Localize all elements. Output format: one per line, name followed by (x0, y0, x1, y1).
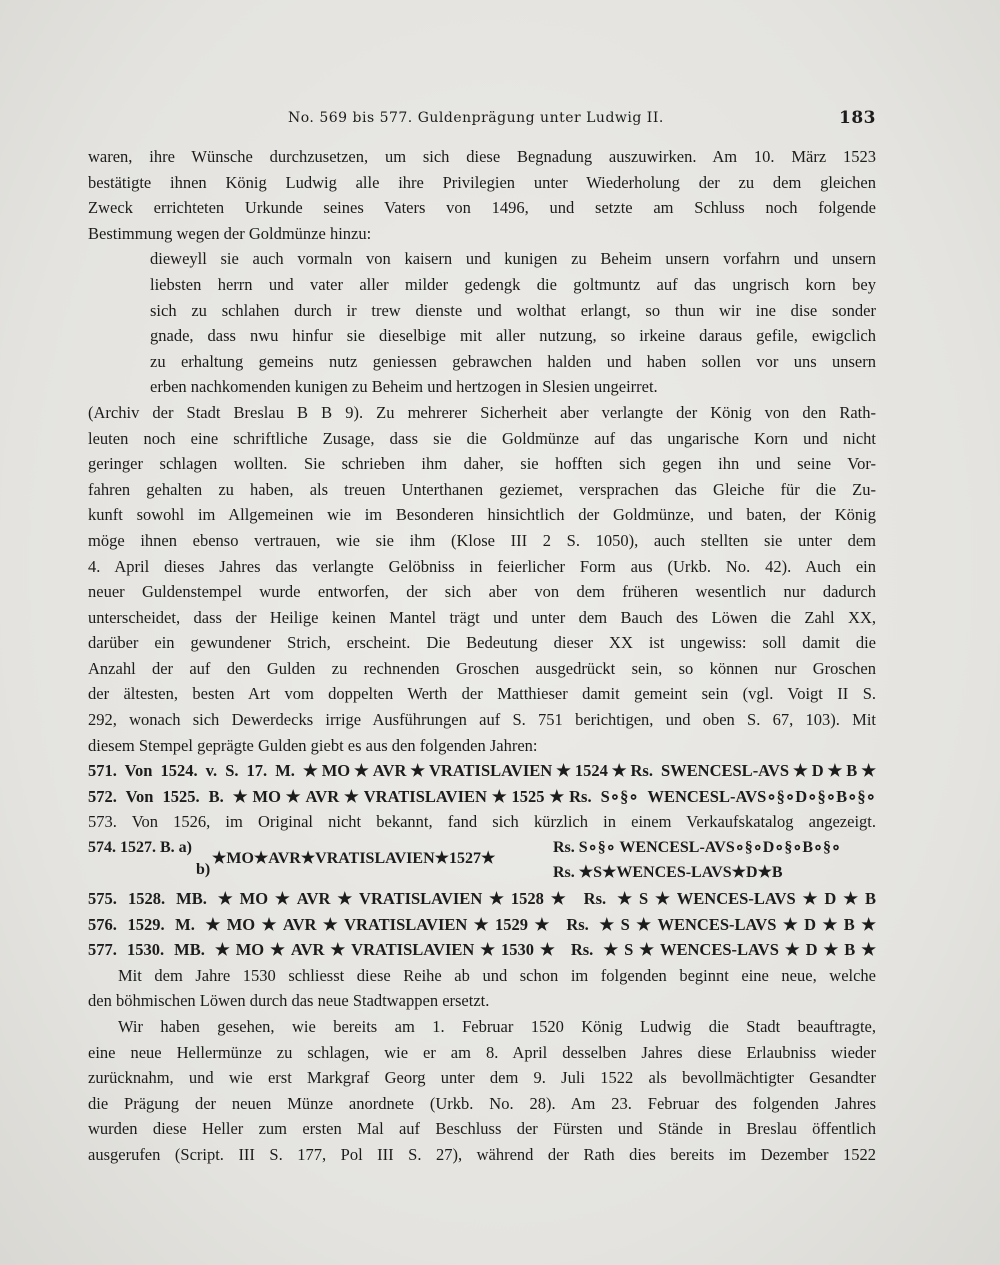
text-line: den böhmischen Löwen durch das neue Stadtwappen ersetzt. (88, 991, 490, 1011)
text-line: die Prägung der neuen Münze anordnete (Urkb. No. 28). Am 23. Februar des folgenden Jahres (88, 1093, 876, 1113)
text-line: Wir haben gesehen, wie bereits am 1. Februar 1520 König Ludwig die Stadt beauftragte, (118, 1017, 876, 1036)
text-line: leuten noch eine schriftliche Zusage, dass sie die Goldmünze auf das ungarische Korn und nicht (88, 428, 876, 448)
entry-574-obverse: ★MO★AVR★VRATISLAVIEN★1527★ (212, 850, 496, 868)
coin-entries (88, 758, 876, 963)
text-line: Mit dem Jahre 1530 schliesst diese Reihe ab und schon im folgenden beginnt eine neue, welche (118, 965, 876, 985)
text-line: 4. April dieses Jahres das verlangte Gelöbniss in feierlicher Form aus (Urkb. No. 42). Auch ein (88, 556, 876, 576)
text-line: möge ihnen ebenso vertrauen, wie sie ihm (Klose III 2 S. 1050), auch stellten sie unter dem (88, 530, 876, 550)
entry-576: 576. 1529. M. ★MO★AVR★VRATISLAVIEN★1529★ Rs. ★S★WENCES-LAVS★D★B★ (88, 914, 876, 934)
text-line: Bestimmung wegen der Goldmünze hinzu: (88, 223, 372, 243)
paragraph-4 (88, 1014, 876, 1168)
text-line: diesem Stempel geprägte Gulden giebt es aus den folgenden Jahren: (88, 735, 538, 755)
quote-line: erben nachkomenden kunigen zu Beheim und hertzogen in Slesien ungeirret. (150, 377, 658, 397)
quote-line: gnade, dass nwu hinfur sie dieselbige mit aller nutzung, so irkeine daraus gefile, ewigclich (150, 326, 876, 346)
entry-572: 572. Von 1525. B. ★MO★AVR★VRATISLAVIEN★1525★Rs. S∘§∘ WENCESL-AVS∘§∘D∘§∘B∘§∘ (88, 786, 876, 806)
page-header (88, 108, 876, 132)
paragraph-3 (88, 963, 876, 1014)
text-line: neuer Guldenstempel wurde entworfen, der sich aber von dem früheren wesentlich nur dadurch (88, 582, 876, 602)
text-line: 292, wonach sich Dewerdecks irrige Ausführungen auf S. 751 berichtigen, und oben S. 67, 103). Mit (88, 710, 876, 730)
text-line: Zweck errichteten Urkunde seines Vaters von 1496, und setzte am Schluss noch folgende (88, 198, 876, 218)
page-number: 183 (839, 108, 876, 128)
entry-574 (88, 835, 876, 886)
entry-575: 575. 1528. MB. ★MO★AVR★VRATISLAVIEN★1528★ Rs. ★S★WENCES-LAVS★D★B (88, 889, 876, 909)
text-line: waren, ihre Wünsche durchzusetzen, um sich diese Begnadung auszuwirken. Am 10. März 1523 (88, 147, 876, 166)
running-title: No. 569 bis 577. Guldenprägung unter Ludwig II. (288, 110, 664, 126)
text-line: darüber ein gewundener Strich, erscheint. Die Bedeutung dieser XX ist ungewiss: soll damit die (88, 633, 876, 653)
text-line: der ältesten, besten Art vom doppelten Werth der Matthieser damit gemeint sein (vgl. Voigt II S. (88, 684, 876, 704)
text-line: geringer schlagen wollten. Sie schrieben ihm daher, sie hofften sich gegen ihn und seine Vor- (88, 454, 876, 474)
text-line: ausgerufen (Script. III S. 177, Pol III S. 27), während der Rath dies bereits im Dezember 1522 (88, 1144, 876, 1164)
entry-574-reverse-b: Rs. ★S★WENCES-LAVS★D★B (553, 864, 783, 882)
text-line: bestätigte ihnen König Ludwig alle ihre Privilegien unter Wiederholung der zu dem gleichen (88, 172, 876, 192)
block-quote (88, 246, 876, 400)
text-line: wurden diese Heller zum ersten Mal auf Beschluss der Fürsten und Stände in Breslau öffentlich (88, 1119, 876, 1139)
text-line: zurücknahm, und wie erst Markgraf Georg unter dem 9. Juli 1522 als bevollmächtigter Gesandter (88, 1068, 876, 1088)
quote-line: sich zu schlahen durch ir trew dienste und wolthat erlangt, so thun wir ine dise sonder (150, 300, 876, 320)
text-line: fahren gehalten zu haben, als treuen Unterthanen geziemet, versprachen das Gleiche für die Zu- (88, 479, 876, 499)
paragraph-2 (88, 400, 876, 758)
entry-574-reverse-a: Rs. S∘§∘ WENCESL-AVS∘§∘D∘§∘B∘§∘ (553, 839, 842, 857)
text-line: eine neue Hellermünze zu schlagen, wie er am 8. April desselben Jahres diese Erlaubniss wieder (88, 1042, 876, 1062)
entry-571: 571. Von 1524. v. S. 17. M. ★MO★AVR★VRATISLAVIEN★1524★Rs. SWENCESL-AVS★D★B★ (88, 761, 876, 781)
page-body (88, 144, 876, 1168)
text-line: kunft sowohl im Allgemeinen wie im Besonderen hinsichtlich der Goldmünze, und baten, der König (88, 505, 876, 525)
text-line: unterscheidet, dass der Heilige keinen Mantel trägt und unter dem Bauch des Löwen die Zahl XX, (88, 607, 876, 627)
quote-line: dieweyll sie auch vormaln von kaisern und kunigen zu Beheim unsern vorfahrn und unsern (150, 249, 876, 269)
entry-577: 577. 1530. MB. ★MO★AVR★VRATISLAVIEN★1530★ Rs. ★S★WENCES-LAVS★D★B★ (88, 940, 876, 960)
entry-574-label: 574. 1527. B. a) (88, 839, 192, 857)
paragraph-1 (88, 144, 876, 246)
entry-573: 573. Von 1526, im Original nicht bekannt, fand sich kürzlich in einem Verkaufskatalog angezeigt. (88, 812, 876, 832)
text-line: (Archiv der Stadt Breslau B B 9). Zu mehrerer Sicherheit aber verlangte der König von den Rath- (88, 402, 876, 422)
entry-574-b: b) (196, 861, 211, 879)
quote-line: liebsten herrn und vater aller milder gedengk die goltmuntz auf das ungrisch korn bey (150, 274, 876, 294)
text-line: Anzahl der auf den Gulden zu rechnenden Groschen ausgedrückt sein, so können nur Groschen (88, 658, 876, 678)
quote-line: zu erhaltung gemeins nutz geniessen gebrawchen halden und haben sollen vor uns unsern (150, 351, 876, 371)
